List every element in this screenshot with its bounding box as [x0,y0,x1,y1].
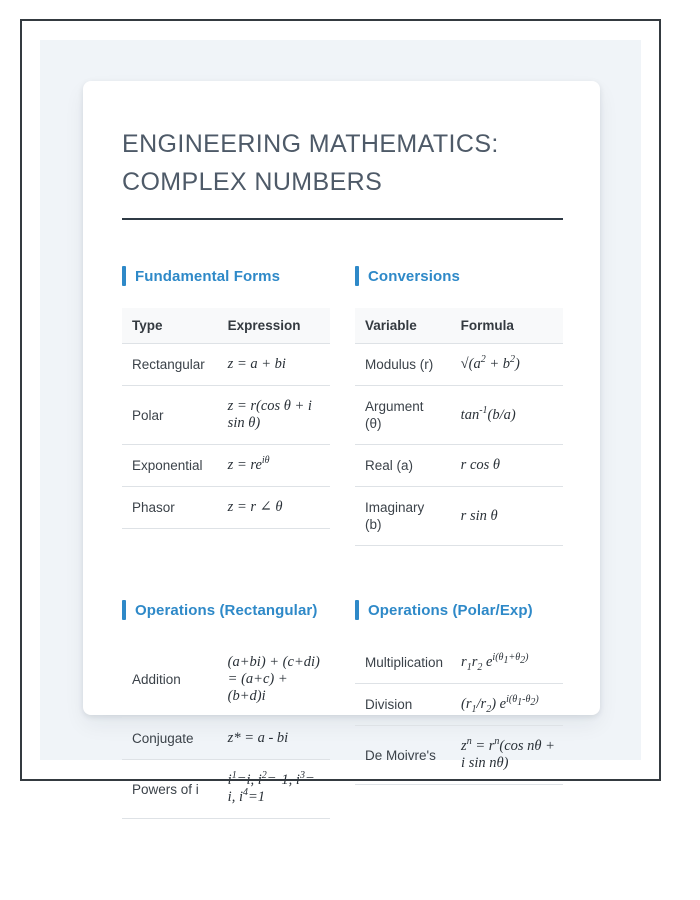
row-formula: r sin θ [451,487,563,546]
fundamental-forms-table [122,308,330,529]
title-divider [122,218,563,220]
operations-rectangular-table [122,642,330,819]
heading-accent-bar-icon [355,266,359,286]
row-formula: r cos θ [451,445,563,487]
row-label: Division [355,684,451,726]
heading-accent-bar-icon [122,600,126,620]
table-row [355,386,563,445]
section-operations-polar-exp [355,600,563,819]
row-formula: z = r ∠ θ [218,487,330,529]
row-label: Rectangular [122,344,218,386]
reference-card [83,81,600,805]
table-row [122,386,330,445]
row-formula: z* = a - bi [218,718,330,760]
row-label: Real (a) [355,445,451,487]
table-row [122,487,330,529]
row-label: Powers of i [122,760,218,819]
section-heading-label: Operations (Polar/Exp) [368,601,533,619]
row-label: Modulus (r) [355,344,451,386]
column-header: Formula [451,308,563,344]
heading-accent-bar-icon [355,600,359,620]
table-row [122,760,330,819]
column-header: Variable [355,308,451,344]
row-label: Conjugate [122,718,218,760]
table-row [355,344,563,386]
sections-grid [122,266,563,819]
row-formula: (a+bi) + (c+di) = (a+c) + (b+d)i [218,642,330,718]
row-formula: z = r(cos θ + i sin θ) [218,386,330,445]
card-content [83,81,600,819]
section-heading [122,266,330,286]
column-header: Type [122,308,218,344]
section-heading [122,600,330,620]
row-formula: $z^n = r^n(\cos$ nθ + i sin nθ) [451,726,563,785]
table-row [122,445,330,487]
table-row [355,684,563,726]
section-heading-label: Conversions [368,267,460,285]
row-label: Exponential [122,445,218,487]
section-operations-rectangular [122,600,330,819]
table-header-row [122,308,330,344]
row-label: De Moivre's [355,726,451,785]
row-formula: $z = re^{i\theta}$ [218,445,330,487]
row-formula: $r_1r_2$ $e^{i(\theta_1+\theta_2)}$ [451,642,563,684]
table-row [122,344,330,386]
table-row [355,487,563,546]
section-fundamental-forms [122,266,330,546]
row-formula: $\tan^{-1}(b/a)$ [451,386,563,445]
page-title [122,125,563,201]
table-row [355,445,563,487]
row-label: Addition [122,642,218,718]
page-title-line2: COMPLEX NUMBERS [122,168,383,196]
row-formula: z = a + bi [218,344,330,386]
row-label: Phasor [122,487,218,529]
row-label: Polar [122,386,218,445]
row-formula: $√(a^2 + b^2)$ [451,344,563,386]
row-label: Imaginary (b) [355,487,451,546]
page-title-line1: ENGINEERING MATHEMATICS: [122,130,499,158]
row-formula: $(r_1/r_2)$ $e^{i(\theta_1-\theta_2)}$ [451,684,563,726]
row-label: Multiplication [355,642,451,684]
table-row [122,718,330,760]
section-heading-label: Fundamental Forms [135,267,281,285]
section-heading-label: Operations (Rectangular) [135,601,318,619]
row-label: Argument (θ) [355,386,451,445]
table-row [355,642,563,684]
table-row [355,726,563,785]
row-formula: $i^1=i$, $i^2=-1$, $i^3=-i$, $i^4=1$ [218,760,330,819]
table-header-row [355,308,563,344]
section-conversions [355,266,563,546]
section-heading [355,600,563,620]
operations-polar-exp-table [355,642,563,785]
conversions-table [355,308,563,546]
section-heading [355,266,563,286]
heading-accent-bar-icon [122,266,126,286]
column-header: Expression [218,308,330,344]
table-row [122,642,330,718]
